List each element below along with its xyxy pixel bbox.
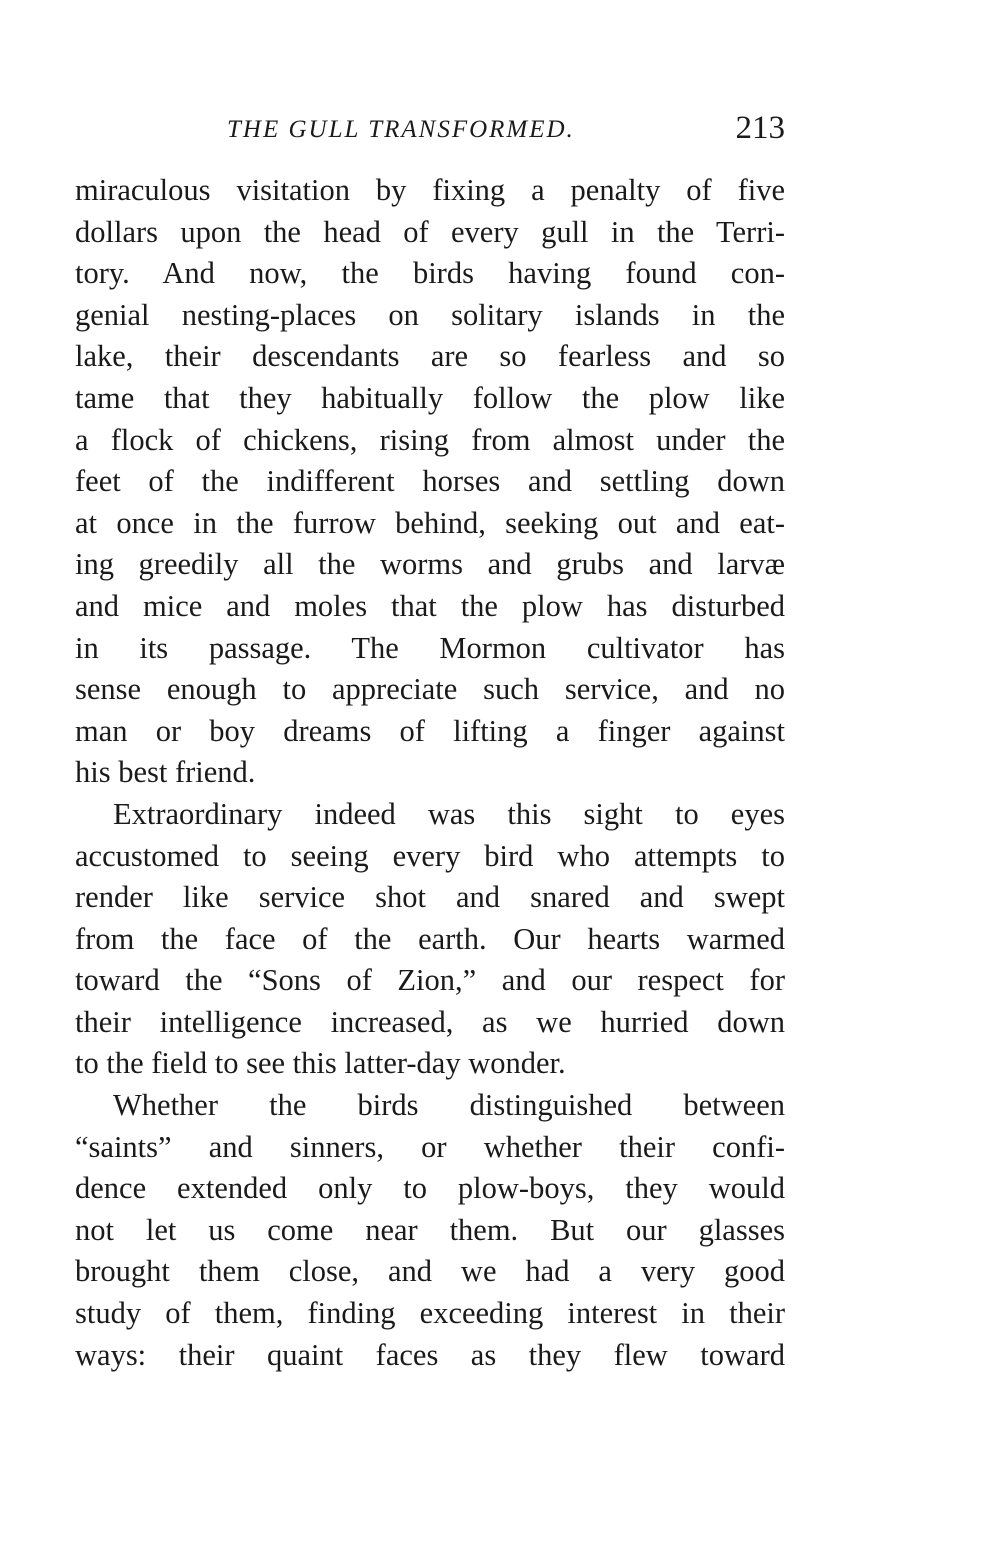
text-line: and mice and moles that the plow has disturbed: [75, 588, 785, 623]
text-line: miraculous visitation by fixing a penalty of five: [75, 173, 785, 207]
text-line: a flock of chickens, rising from almost under the: [75, 422, 785, 457]
text-line: ing greedily all the worms and grubs and larvæ: [75, 547, 785, 582]
text-line: feet of the indifferent horses and settling down: [75, 464, 785, 499]
paragraph-first-line: Whether the birds distinguished between: [113, 1088, 785, 1123]
text-line: render like service shot and snared and swept: [75, 880, 785, 915]
text-line: genial nesting-places on solitary islands in the: [75, 297, 785, 332]
text-line: sense enough to appreciate such service, and no: [75, 672, 785, 707]
text-line: dollars upon the head of every gull in the Terri-: [75, 214, 785, 249]
text-line: his best friend.: [75, 755, 256, 790]
paragraph-first-line: Extraordinary indeed was this sight to eyes: [113, 796, 785, 831]
text-line: lake, their descendants are so fearless and so: [75, 339, 785, 374]
text-line: toward the “Sons of Zion,” and our respect for: [75, 963, 785, 998]
text-line: at once in the furrow behind, seeking out and eat-: [75, 505, 785, 540]
text-line: to the field to see this latter-day wonder.: [75, 1046, 566, 1081]
text-line: brought them close, and we had a very good: [75, 1254, 785, 1289]
body-text: [75, 170, 785, 1376]
running-head: [75, 110, 785, 150]
text-line: study of them, finding exceeding interest in their: [75, 1296, 785, 1331]
text-line: their intelligence increased, as we hurried down: [75, 1004, 785, 1039]
text-line: from the face of the earth. Our hearts warmed: [75, 921, 785, 956]
text-line: dence extended only to plow-boys, they would: [75, 1171, 785, 1206]
text-line: “saints” and sinners, or whether their confi-: [75, 1129, 785, 1164]
page-number: 213: [735, 110, 785, 146]
text-line: not let us come near them. But our glasses: [75, 1212, 785, 1247]
running-title: THE GULL TRANSFORMED.: [227, 116, 575, 143]
text-line: man or boy dreams of lifting a finger against: [75, 713, 785, 748]
text-line: tory. And now, the birds having found con-: [75, 256, 785, 291]
text-line: tame that they habitually follow the plow like: [75, 380, 785, 415]
text-line: ways: their quaint faces as they flew toward: [75, 1337, 785, 1372]
text-line: in its passage. The Mormon cultivator has: [75, 630, 785, 665]
text-line: accustomed to seeing every bird who attempts to: [75, 838, 785, 873]
